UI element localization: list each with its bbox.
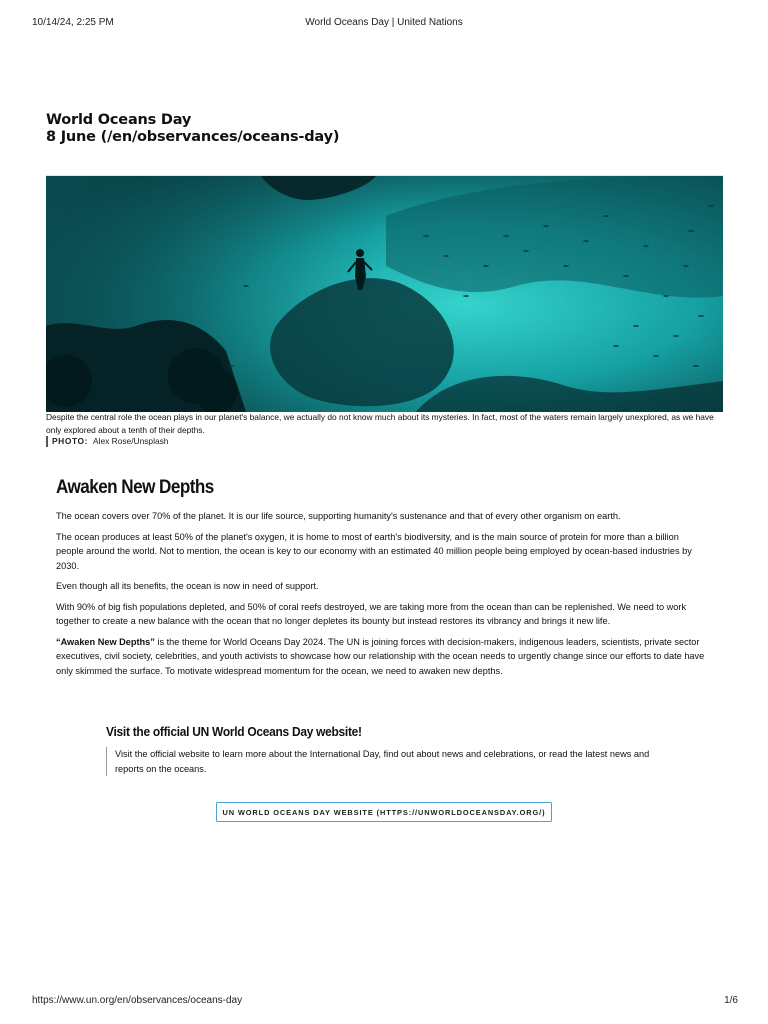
page-title-line1: World Oceans Day — [46, 112, 192, 128]
photo-credit — [46, 436, 168, 447]
hero-caption: Despite the central role the ocean plays in our planet's balance, we actually do not know much about its mysteries. In fact, most of the waters remain largely unexplored, as we have only explored about a tenth of their depths. — [46, 412, 714, 435]
article-section — [56, 476, 708, 684]
article-paragraph: The ocean covers over 70% of the planet. It is our life source, supporting humanity's sustenance and that of every other organism on earth. — [56, 511, 621, 521]
website-button[interactable]: UN WORLD OCEANS DAY WEBSITE (HTTPS://UNWORLDOCEANSDAY.ORG/) — [216, 802, 552, 822]
article-paragraph: The ocean produces at least 50% of the planet's oxygen, it is home to most of earth's biodiversity, and is the main source of protein for more than a billion people around the world. Not to mention, the ocean is key to our economy with an estimated 40 million people being employed by ocean-based industries by 2030. — [56, 531, 692, 571]
print-url: https://www.un.org/en/observances/oceans-day — [32, 995, 243, 1006]
print-page-title: World Oceans Day | United Nations — [305, 17, 463, 28]
hero-image — [46, 175, 723, 412]
photo-credit-value: Alex Rose/Unsplash — [93, 436, 169, 446]
print-page-number: 1/6 — [724, 995, 738, 1006]
theme-name: “Awaken New Depths” — [56, 636, 155, 647]
article-paragraph: Even though all its benefits, the ocean is now in need of support. — [56, 581, 319, 591]
page-title — [46, 112, 339, 146]
print-footer — [0, 995, 768, 1009]
cta-description: Visit the official website to learn more about the International Day, find out about news and celebrations, or read the latest news and reports on the oceans. — [106, 747, 660, 776]
article-title: Awaken New Depths — [56, 477, 214, 498]
article-theme-paragraph — [56, 635, 708, 679]
photo-credit-label: PHOTO: — [52, 436, 89, 446]
ocean-photo — [46, 176, 723, 412]
print-datetime: 10/14/24, 2:25 PM — [32, 17, 114, 28]
cta-title: Visit the official UN World Oceans Day website! — [106, 724, 362, 739]
page-title-line2[interactable]: 8 June (/en/observances/oceans-day) — [46, 129, 340, 145]
theme-description: is the theme for World Oceans Day 2024. The UN is joining forces with decision-makers, indigenous leaders, scientists, private sector executives, civil society, celebrities, and youth activists to showcase how our relationship with the ocean needs to urgently change since our efforts to date have only skimmed the surface. To motivate widespread momentum for the ocean, we need to awaken new depths. — [56, 636, 705, 676]
print-header — [0, 17, 768, 31]
article-paragraph: With 90% of big fish populations depleted, and 50% of coral reefs destroyed, we are taking more from the ocean than can be replenished. We need to work together to create a new balance with the ocean that no longer depletes its bounty but instead restores its vibrancy and brings it new life. — [56, 601, 687, 626]
